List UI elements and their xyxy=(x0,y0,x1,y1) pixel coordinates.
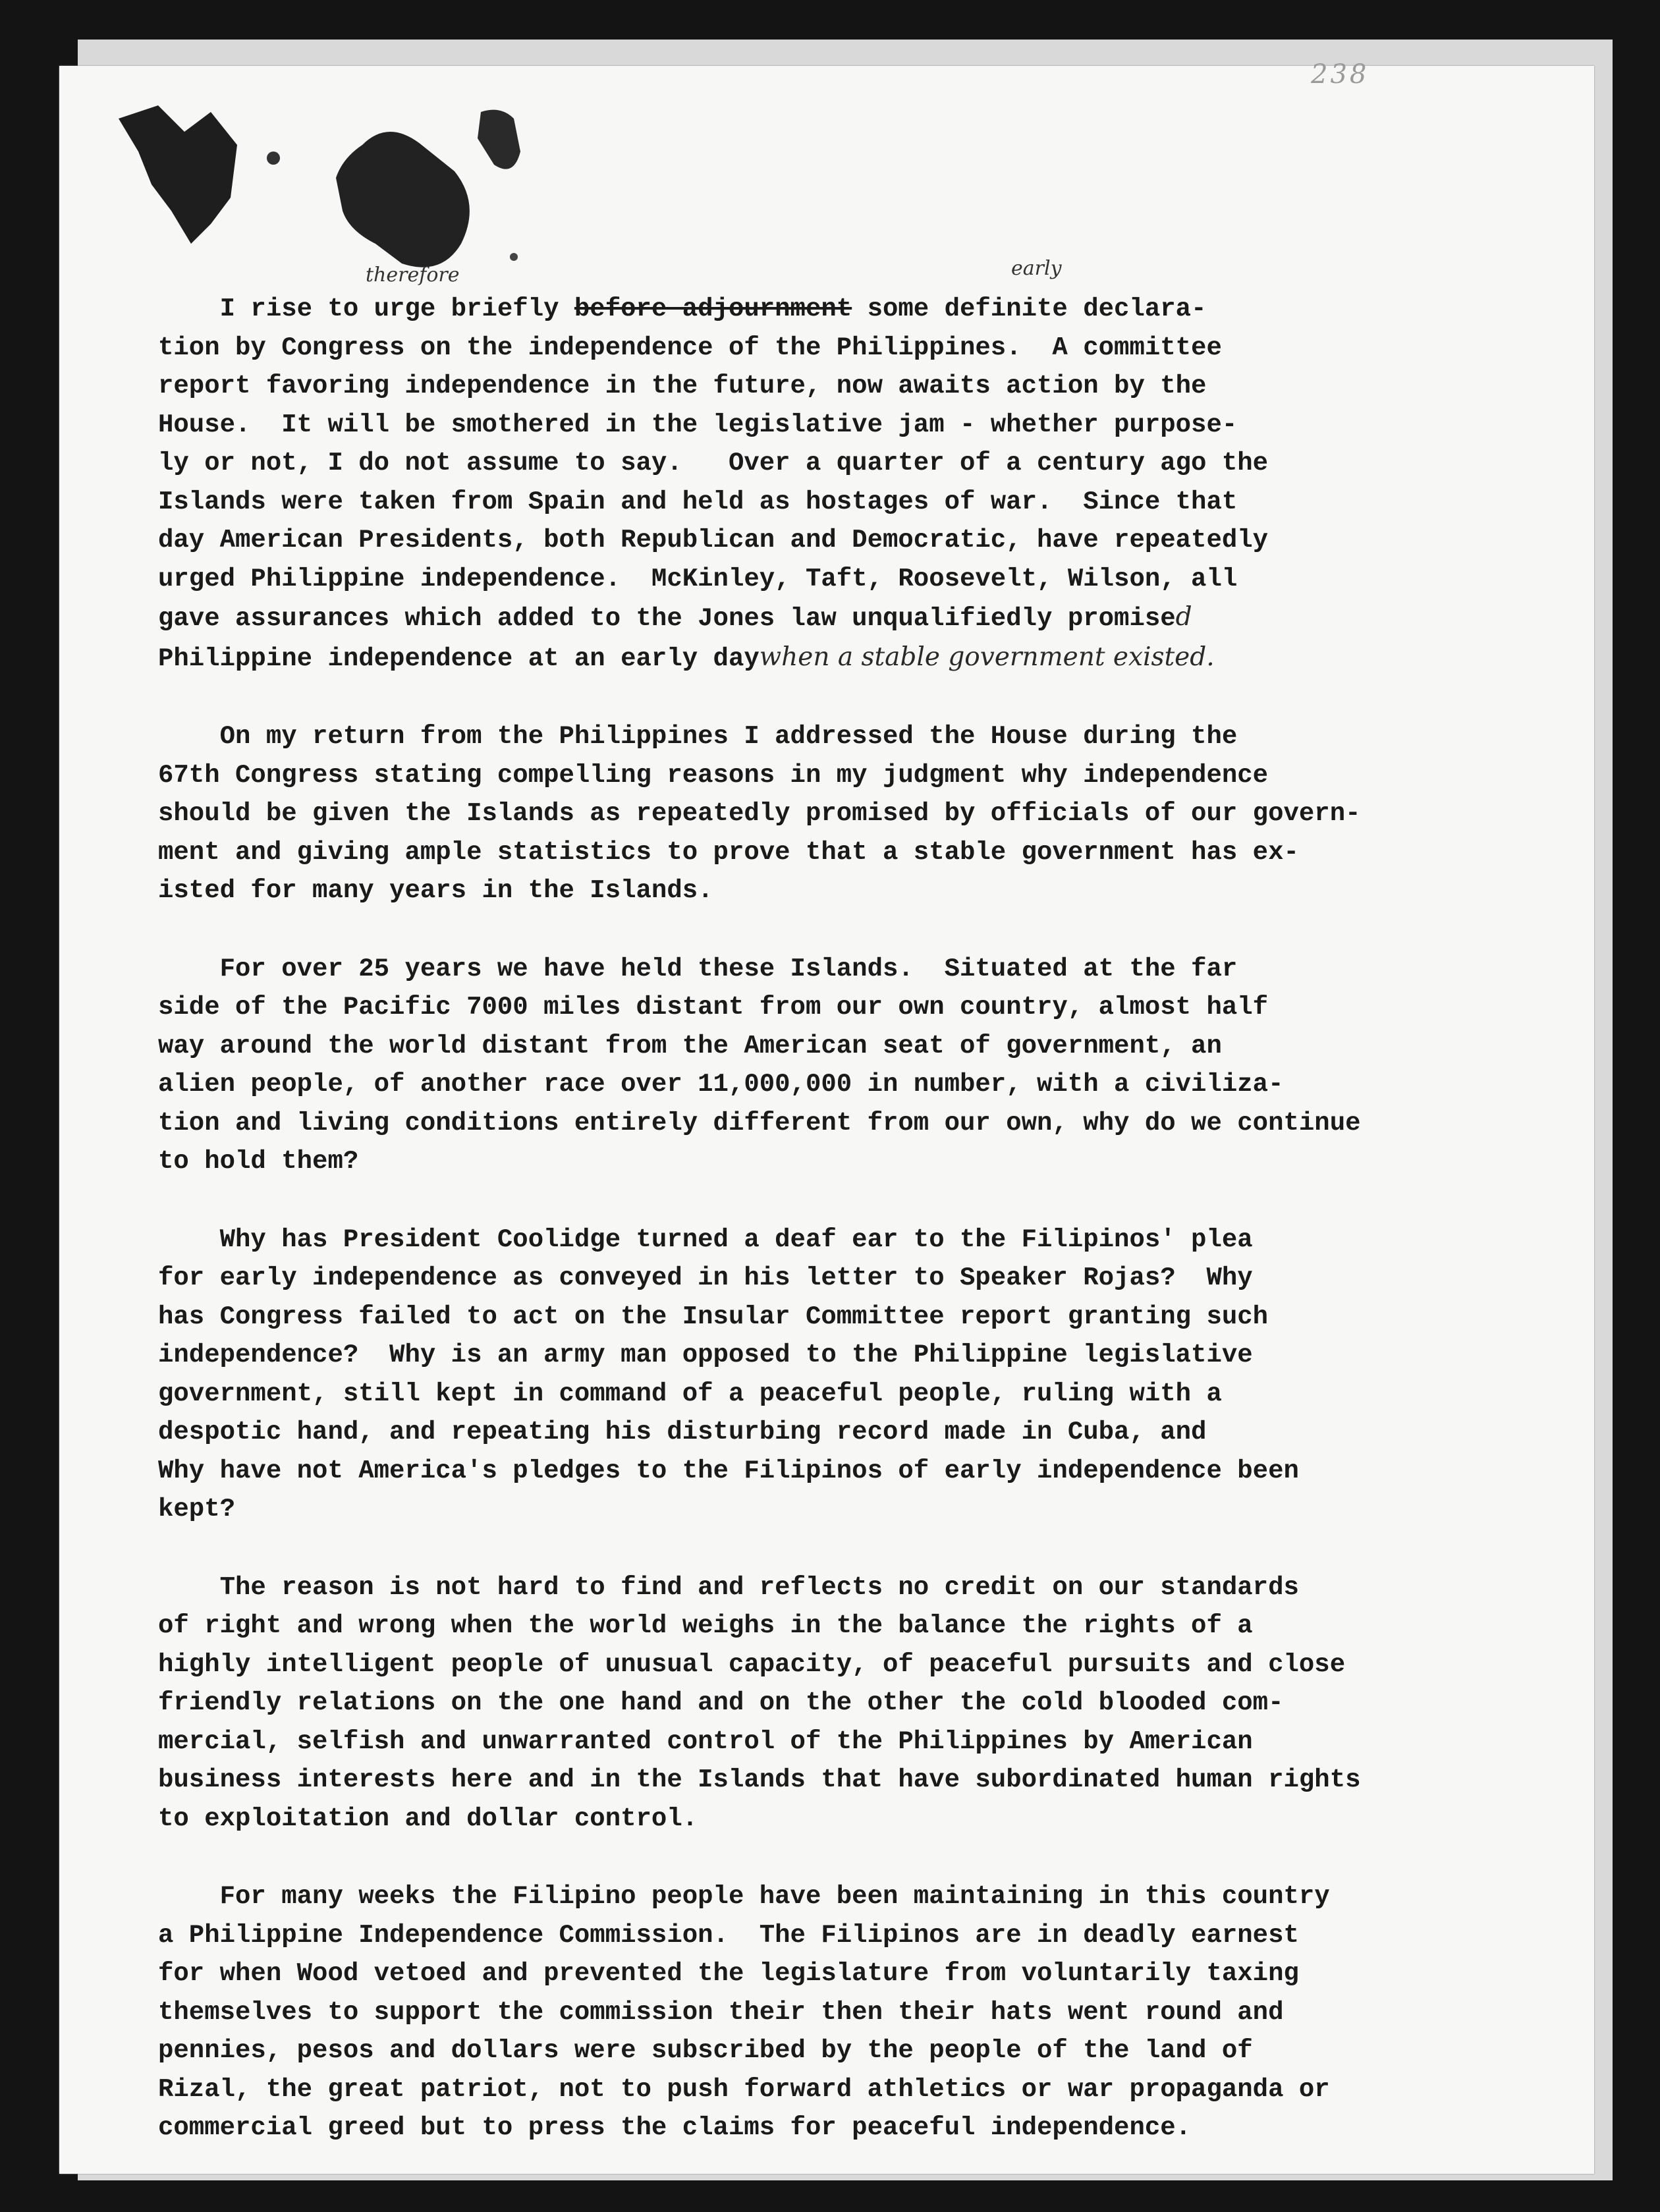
line: For over 25 years we have held these Islands. Situated at the far xyxy=(158,954,1238,983)
annotation-early: early xyxy=(1011,257,1062,280)
paragraph-3 xyxy=(158,950,1528,1181)
line: Philippine independence at an early day xyxy=(158,644,760,673)
line: ly or not, I do not assume to say. Over a quarter of a century ago the xyxy=(158,449,1269,478)
line: government, still kept in command of a peaceful people, ruling with a xyxy=(158,1379,1222,1408)
line: urged Philippine independence. McKinley, Taft, Roosevelt, Wilson, all xyxy=(158,564,1238,594)
stain-center-small xyxy=(478,110,520,169)
line: House. It will be smothered in the legislative jam - whether purpose- xyxy=(158,410,1238,439)
paragraph-2 xyxy=(158,717,1528,910)
annotation-therefore: therefore xyxy=(366,263,460,287)
paragraph-1 xyxy=(158,290,1528,678)
line: I rise to urge briefly xyxy=(158,294,574,323)
line: isted for many years in the Islands. xyxy=(158,876,713,905)
handwritten-stable-government: when a stable government existed. xyxy=(759,642,1215,672)
line: should be given the Islands as repeatedly promised by officials of our govern- xyxy=(158,799,1361,828)
line: mercial, selfish and unwarranted control of the Philippines by American xyxy=(158,1727,1253,1756)
line: Rizal, the great patriot, not to push forward athletics or war propaganda or xyxy=(158,2074,1330,2104)
line: For many weeks the Filipino people have been maintaining in this country xyxy=(158,1882,1330,1911)
stain-dot-2 xyxy=(510,253,518,261)
paragraph-6 xyxy=(158,1877,1528,2147)
line: report favoring independence in the future, now awaits action by the xyxy=(158,372,1207,401)
line: kept? xyxy=(158,1495,236,1524)
handwritten-d: d xyxy=(1175,602,1192,632)
line: for when Wood vetoed and prevented the legislature from voluntarily taxing xyxy=(158,1959,1299,1988)
line: independence? Why is an army man opposed to the Philippine legislative xyxy=(158,1341,1253,1369)
line: to hold them? xyxy=(158,1147,359,1176)
line: On my return from the Philippines I addressed the House during the xyxy=(158,722,1238,751)
line: way around the world distant from the American seat of government, an xyxy=(158,1031,1222,1061)
line: to exploitation and dollar control. xyxy=(158,1804,698,1833)
line: a Philippine Independence Commission. The Filipinos are in deadly earnest xyxy=(158,1920,1299,1950)
stain-center xyxy=(336,132,470,267)
line: highly intelligent people of unusual capacity, of peaceful pursuits and close xyxy=(158,1649,1346,1679)
paragraph-5 xyxy=(158,1568,1528,1839)
line: ment and giving ample statistics to prove that a stable government has ex- xyxy=(158,837,1299,867)
paragraph-4 xyxy=(158,1221,1528,1529)
stain-left xyxy=(119,105,237,244)
line: gave assurances which added to the Jones law unqualifiedly promise xyxy=(158,604,1176,633)
line: Why have not America's pledges to the Filipinos of early independence been xyxy=(158,1456,1299,1485)
page-number: 238 xyxy=(1311,59,1370,90)
line: tion and living conditions entirely different from our own, why do we continue xyxy=(158,1108,1361,1138)
line: Why has President Coolidge turned a deaf ear to the Filipinos' plea xyxy=(158,1225,1253,1254)
struck-text: before adjournment xyxy=(574,294,852,323)
line: 67th Congress stating compelling reasons in my judgment why independence xyxy=(158,760,1269,790)
line: Islands were taken from Spain and held as hostages of war. Since that xyxy=(158,487,1238,516)
line: business interests here and in the Islands that have subordinated human rights xyxy=(158,1765,1361,1794)
ink-stain-graphic xyxy=(112,92,586,290)
stain-dot xyxy=(267,152,280,165)
line: day American Presidents, both Republican and Democratic, have repeatedly xyxy=(158,526,1269,555)
document-body xyxy=(158,290,1528,2187)
line: pennies, pesos and dollars were subscribed by the people of the land of xyxy=(158,2036,1253,2065)
line: The reason is not hard to find and reflects no credit on our standards xyxy=(158,1572,1299,1602)
line: friendly relations on the one hand and on the other the cold blooded com- xyxy=(158,1688,1284,1717)
line: of right and wrong when the world weighs in the balance the rights of a xyxy=(158,1611,1253,1640)
line: some definite declara- xyxy=(852,294,1207,323)
line: alien people, of another race over 11,000,000 in number, with a civiliza- xyxy=(158,1070,1284,1099)
line: side of the Pacific 7000 miles distant from our own country, almost half xyxy=(158,993,1269,1022)
line: for early independence as conveyed in his letter to Speaker Rojas? Why xyxy=(158,1263,1253,1292)
line: tion by Congress on the independence of the Philippines. A committee xyxy=(158,333,1222,362)
line: commercial greed but to press the claims for peaceful independence. xyxy=(158,2113,1192,2142)
line: themselves to support the commission their then their hats went round and xyxy=(158,1997,1284,2027)
line: has Congress failed to act on the Insular Committee report granting such xyxy=(158,1302,1269,1331)
line: despotic hand, and repeating his disturbing record made in Cuba, and xyxy=(158,1418,1207,1447)
